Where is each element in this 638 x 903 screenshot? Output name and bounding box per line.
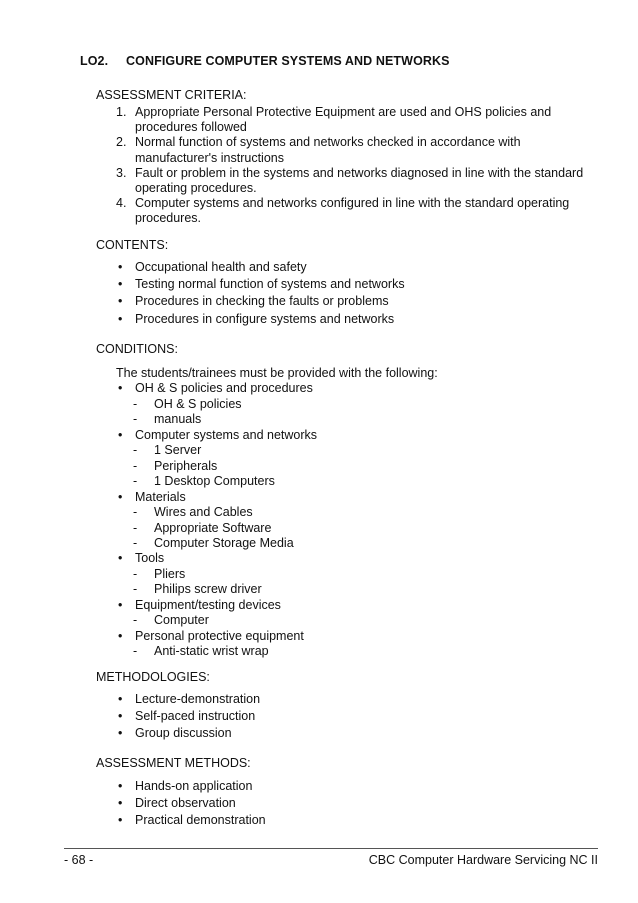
dash: - [133,520,138,535]
contents-text: Procedures in configure systems and networks [135,311,395,326]
page-title [80,54,450,68]
methodology-item [116,725,260,742]
bullet: • [118,779,123,793]
page-number: - 68 - [64,853,94,867]
condition-subitem [116,505,438,520]
condition-group-label: OH & S policies and procedures [135,381,313,396]
document-name: CBC Computer Hardware Servicing NC II [368,853,598,867]
criteria-line: Normal function of systems and networks checked in accordance with [135,135,521,150]
criteria-line: Appropriate Personal Protective Equipment are used and OHS policies and [135,105,552,119]
condition-subitem [116,443,438,458]
condition-group-label: Computer systems and networks [135,427,318,442]
contents-item [116,259,405,276]
dash: - [133,566,138,581]
contents-text: Testing normal function of systems and networks [135,277,405,292]
assessment-methods-heading: ASSESSMENT METHODS: [96,756,251,770]
methodology-text: Lecture-demonstration [135,692,261,706]
criteria-item [116,166,596,196]
condition-subitem-text: 1 Desktop Computers [154,474,275,489]
condition-subitem-text: Philips screw driver [154,582,262,597]
condition-subitem [116,459,438,474]
bullet: • [118,692,123,706]
contents-text: Occupational health and safety [135,260,307,274]
methodologies-list [116,691,260,743]
condition-group [116,490,438,505]
condition-subitem [116,644,438,659]
condition-subitem [116,521,438,536]
bullet: • [118,796,123,811]
dash: - [133,396,138,411]
condition-subitem-text: OH & S policies [154,396,242,411]
bullet: • [118,489,123,504]
criteria-number: 4. [116,196,127,211]
condition-subitem-text: 1 Server [154,443,202,458]
assessment-criteria-heading: ASSESSMENT CRITERIA: [96,88,247,102]
methodology-item [116,708,260,725]
conditions-intro: The students/trainees must be provided with the following: [116,366,438,380]
assessment-method-item [116,812,266,829]
bullet: • [118,813,123,828]
condition-subitem-text: Pliers [154,566,186,581]
contents-heading: CONTENTS: [96,238,169,252]
bullet: • [118,277,123,292]
criteria-item [116,196,596,226]
condition-group [116,428,438,443]
bullet: • [118,260,123,274]
dash: - [133,613,138,628]
assessment-method-text: Practical demonstration [135,813,266,828]
condition-subitem-text: manuals [154,412,202,427]
assessment-criteria-list [116,105,596,227]
assessment-method-text: Direct observation [135,796,236,811]
criteria-number: 2. [116,135,127,150]
dash: - [133,535,138,550]
contents-list [116,259,405,328]
learning-outcome-code: LO2. [80,54,109,68]
criteria-line: Fault or problem in the systems and networks diagnosed in line with the standard [135,165,584,180]
dash: - [133,458,138,473]
contents-item [116,276,405,293]
condition-subitem-text: Wires and Cables [154,505,253,520]
dash: - [133,412,138,427]
criteria-line: manufacturer's instructions [135,150,284,165]
condition-subitem [116,536,438,551]
criteria-item [116,105,596,135]
condition-subitem [116,474,438,489]
bullet: • [118,709,123,724]
criteria-item [116,135,596,165]
criteria-line: procedures followed [135,120,247,135]
contents-item [116,293,405,310]
assessment-method-item [116,795,266,812]
bullet: • [118,294,123,309]
methodology-text: Self-paced instruction [135,709,256,724]
condition-subitem [116,613,438,628]
dash: - [133,644,138,659]
contents-text: Procedures in checking the faults or problems [135,294,389,309]
methodology-item [116,691,260,708]
condition-group-label: Tools [135,551,165,566]
condition-group [116,598,438,613]
condition-subitem-text: Computer Storage Media [154,535,294,550]
conditions-heading: CONDITIONS: [96,342,178,356]
bullet: • [118,427,123,442]
assessment-method-item [116,778,266,795]
methodology-text: Group discussion [135,726,232,741]
bullet: • [118,551,123,566]
bullet: • [118,381,123,396]
bullet: • [118,311,123,326]
methodologies-heading: METHODOLOGIES: [96,670,210,684]
condition-group [116,381,438,396]
condition-group [116,629,438,644]
condition-subitem [116,397,438,412]
bullet: • [118,597,123,612]
criteria-line: Computer systems and networks configured in line with the standard operating [135,196,570,211]
condition-subitem-text: Anti-static wrist wrap [154,644,269,659]
criteria-number: 1. [116,105,127,119]
criteria-line: operating procedures. [135,181,257,196]
contents-item [116,311,405,328]
footer-divider [64,848,598,849]
dash: - [133,582,138,597]
condition-subitem-text: Appropriate Software [154,520,272,535]
dash: - [133,505,138,520]
criteria-line: procedures. [135,211,202,226]
bullet: • [118,628,123,643]
condition-group-label: Materials [135,489,186,504]
condition-group-label: Equipment/testing devices [135,597,281,612]
conditions-list [116,366,438,660]
condition-subitem-text: Computer [154,613,209,628]
condition-subitem [116,582,438,597]
dash: - [133,474,138,489]
condition-group [116,551,438,566]
assessment-method-text: Hands-on application [135,779,253,793]
condition-subitem-text: Peripherals [154,458,218,473]
dash: - [133,443,138,458]
condition-subitem [116,412,438,427]
condition-subitem [116,567,438,582]
assessment-methods-list [116,778,266,830]
criteria-number: 3. [116,165,127,180]
learning-outcome-title: CONFIGURE COMPUTER SYSTEMS AND NETWORKS [126,54,450,68]
condition-group-label: Personal protective equipment [135,628,304,643]
bullet: • [118,726,123,741]
